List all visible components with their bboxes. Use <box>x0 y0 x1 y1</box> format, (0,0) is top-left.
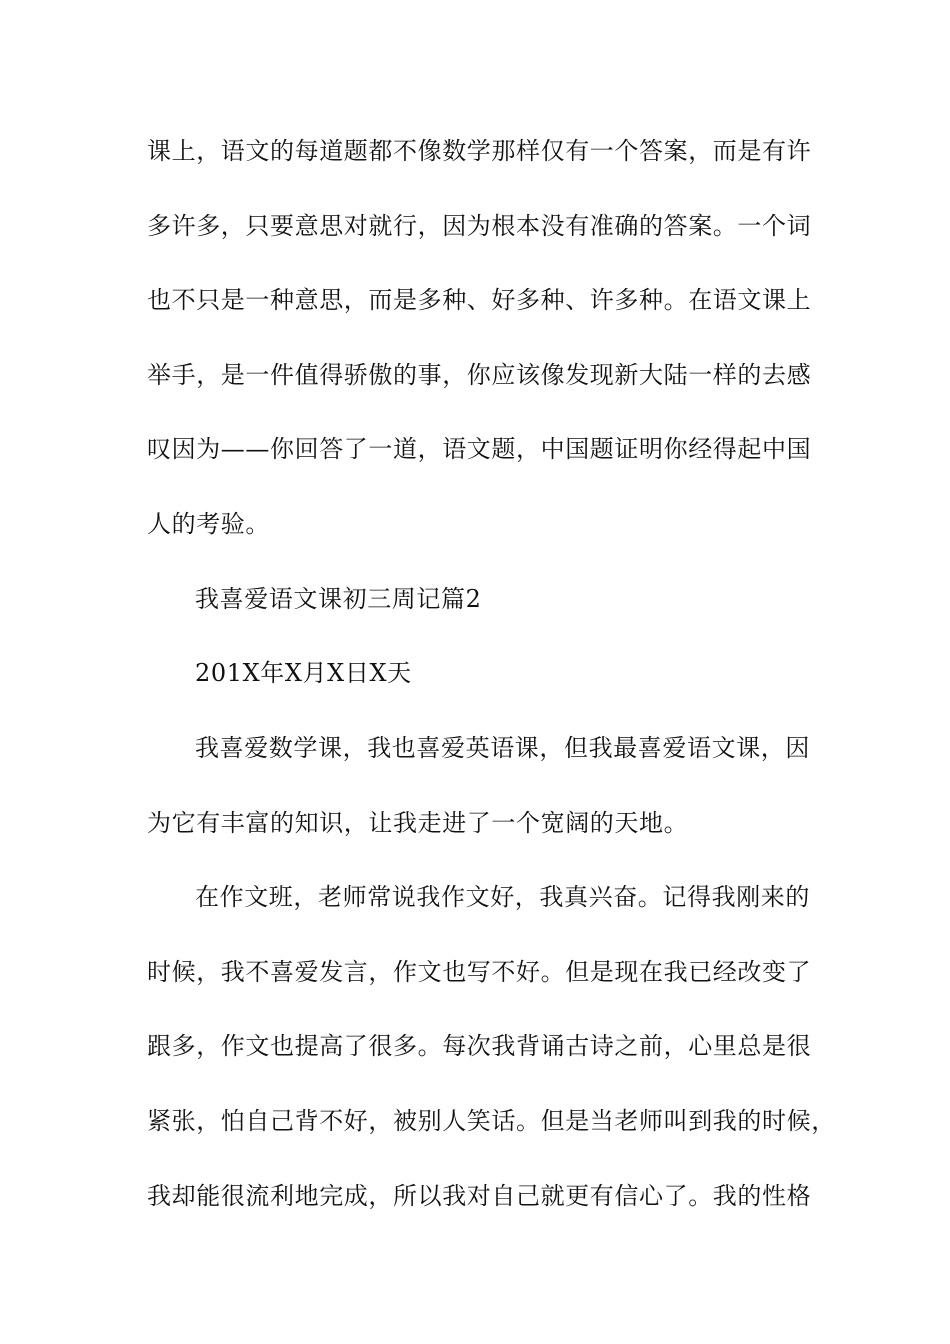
paragraph-line: 多许多，只要意思对就行，因为根本没有准确的答案。一个词 <box>147 212 812 240</box>
paragraph-line: 我却能很流利地完成，所以我对自己就更有信心了。我的性格 <box>147 1182 812 1210</box>
paragraph-line: 为它有丰富的知识，让我走进了一个宽阔的天地。 <box>147 809 689 837</box>
paragraph-line: 人的考验。 <box>147 510 270 538</box>
section-heading: 我喜爱语文课初三周记篇2 <box>195 585 482 613</box>
paragraph-line: 举手，是一件值得骄傲的事，你应该像发现新大陆一样的去感 <box>147 361 812 389</box>
paragraph-line: 我喜爱数学课，我也喜爱英语课，但我最喜爱语文课，因 <box>195 734 810 762</box>
paragraph-line: 课上，语文的每道题都不像数学那样仅有一个答案，而是有许 <box>147 137 812 165</box>
paragraph-line: 在作文班，老师常说我作文好，我真兴奋。记得我刚来的 <box>195 883 810 911</box>
paragraph-line: 紧张，怕自己背不好，被别人笑话。但是当老师叫到我的时候， <box>147 1107 836 1135</box>
paragraph-line: 也不只是一种意思，而是多种、好多种、许多种。在语文课上 <box>147 286 812 314</box>
paragraph-line: 跟多，作文也提高了很多。每次我背诵古诗之前，心里总是很 <box>147 1032 812 1060</box>
paragraph-line: 叹因为——你回答了一道，语文题，中国题证明你经得起中国 <box>147 435 812 463</box>
paragraph-line: 时候，我不喜爱发言，作文也写不好。但是现在我已经改变了 <box>147 958 812 986</box>
date-line: 201X年X月X日X天 <box>195 659 412 687</box>
